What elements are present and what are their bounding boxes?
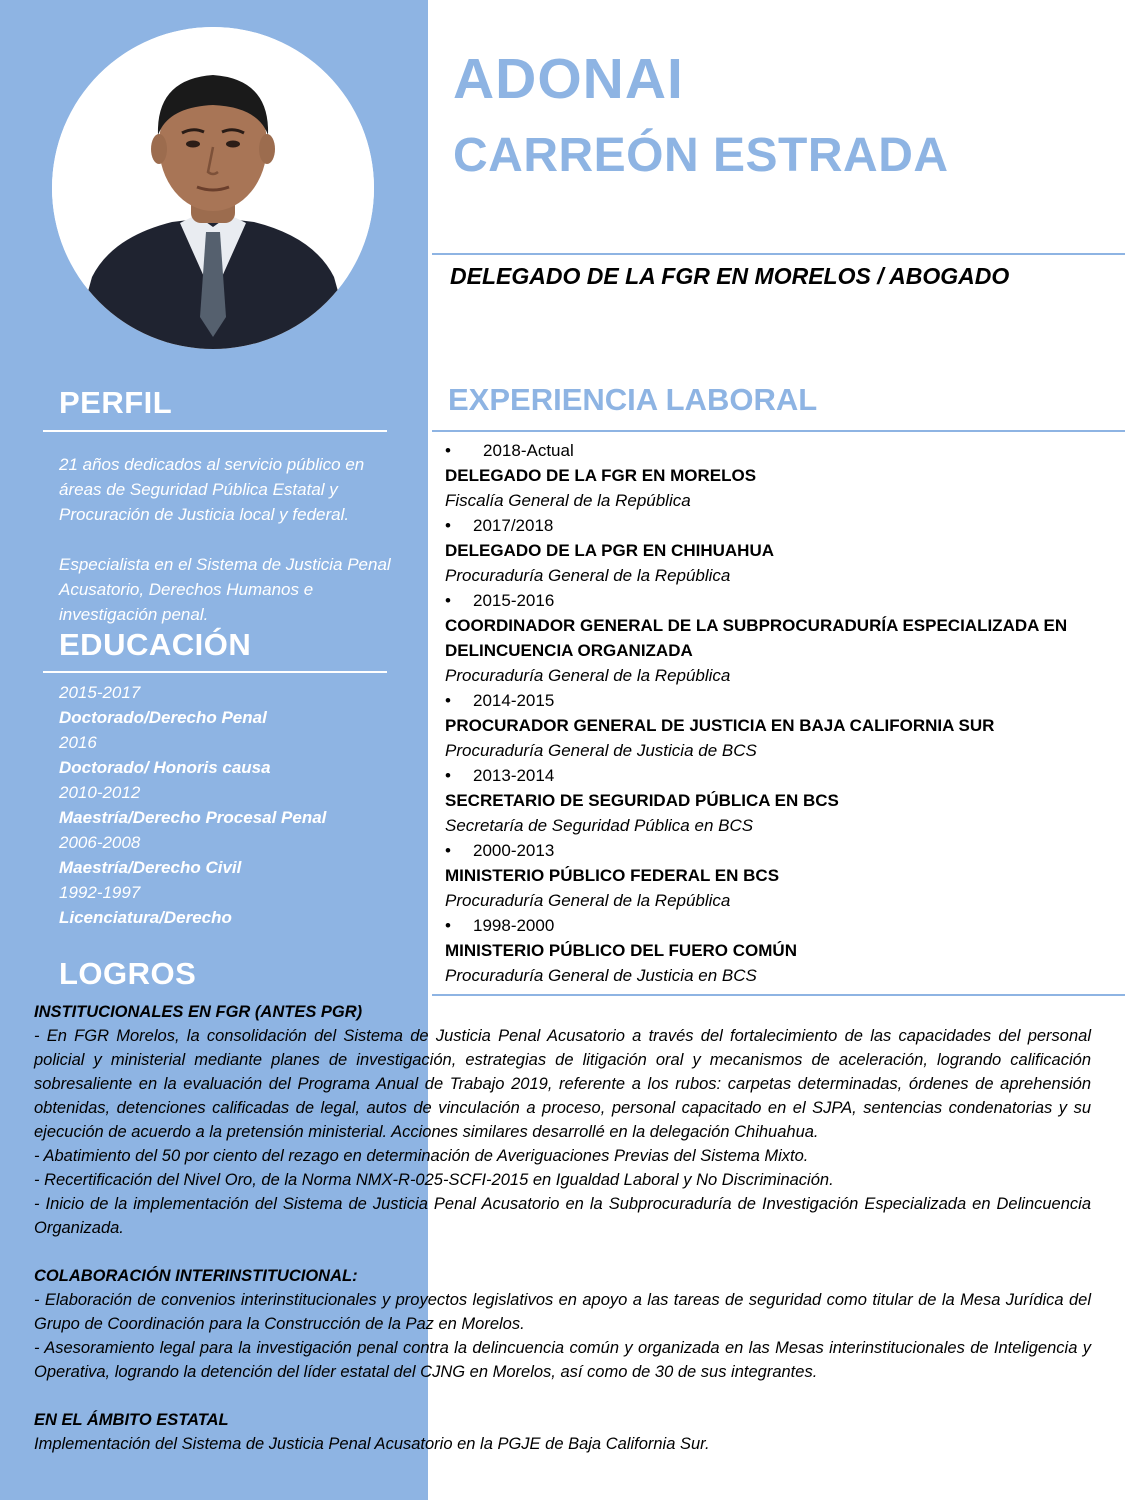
experience-org: Procuraduría General de la República xyxy=(445,666,731,685)
experience-org: Fiscalía General de la República xyxy=(445,491,691,510)
experience-role: SECRETARIO DE SEGURIDAD PÚBLICA EN BCS xyxy=(445,791,839,810)
experience-org: Procuraduría General de Justicia en BCS xyxy=(445,966,757,985)
bullet-icon: • xyxy=(445,766,451,785)
education-period: 2006-2008 xyxy=(59,833,141,852)
spacer xyxy=(34,1240,1091,1264)
bullet-icon: • xyxy=(445,441,451,460)
experience-period-text: 2018-Actual xyxy=(483,441,574,460)
perfil-divider xyxy=(43,430,387,432)
education-degree: Maestría/Derecho Procesal Penal xyxy=(59,808,327,827)
education-degree: Licenciatura/Derecho xyxy=(59,908,232,927)
profile-photo xyxy=(52,27,374,349)
education-degree: Doctorado/ Honoris causa xyxy=(59,758,271,777)
bullet-icon: • xyxy=(445,841,451,860)
logros-paragraph: - En FGR Morelos, la consolidación del Sistema de Justicia Penal Acusatorio a través del fortalecimiento de las capacidades del personal policial y ministerial mediante planes de investigación, estrategias de litigación oral y mecanismos de aceleración, logrando calificación sobresaliente en la evaluación del Programa Anual de Trabajo 2019, referente a los rubos: carpetas determinadas, órdenes de aprehensión obtenidas, detenciones calificadas de legal, autos de vinculación a proceso, personal capacitado en el SJPA, sentencias condenatorias y su ejecución de acuerdo a la pretensión ministerial. Acciones similares desarrollé en la delegación Chihuahua. xyxy=(34,1027,1091,1141)
education-period: 2015-2017 xyxy=(59,683,141,702)
education-period: 1992-1997 xyxy=(59,883,141,902)
experience-role: DELEGADO DE LA FGR EN MORELOS xyxy=(445,466,757,485)
experience-period-text: 2017/2018 xyxy=(473,516,554,535)
experience-period xyxy=(445,838,1115,863)
experience-period xyxy=(445,588,1115,613)
perfil-paragraph: Especialista en el Sistema de Justicia Penal Acusatorio, Derechos Humanos e investigación penal. xyxy=(59,555,391,624)
first-name: ADONAI xyxy=(453,47,684,111)
experience-period-text: 2013-2014 xyxy=(473,766,555,785)
perfil-heading: PERFIL xyxy=(59,385,173,420)
perfil-paragraph: 21 años dedicados al servicio público en áreas de Seguridad Pública Estatal y Procuración de Justicia local y federal. xyxy=(59,455,365,524)
logros-paragraph: - Recertificación del Nivel Oro, de la Norma NMX-R-025-SCFI-2015 en Igualdad Laboral y No Discriminación. xyxy=(34,1171,834,1189)
experience-role: MINISTERIO PÚBLICO DEL FUERO COMÚN xyxy=(445,941,797,960)
experience-org: Procuraduría General de la República xyxy=(445,891,731,910)
experience-period-text: 1998-2000 xyxy=(473,916,555,935)
header-divider xyxy=(432,253,1125,255)
logros-section-title: INSTITUCIONALES EN FGR (ANTES PGR) xyxy=(34,1003,363,1021)
logros-paragraph: - Abatimiento del 50 por ciento del rezago en determinación de Averiguaciones Previas del Sistema Mixto. xyxy=(34,1147,809,1165)
last-name: CARREÓN ESTRADA xyxy=(453,129,949,182)
experience-period xyxy=(445,913,1115,938)
experiencia-heading: EXPERIENCIA LABORAL xyxy=(448,382,818,417)
experience-period-text: 2015-2016 xyxy=(473,591,555,610)
experience-org: Procuraduría General de la República xyxy=(445,566,731,585)
logros-heading: LOGROS xyxy=(59,956,197,991)
experience-role: MINISTERIO PÚBLICO FEDERAL EN BCS xyxy=(445,866,780,885)
experience-org: Secretaría de Seguridad Pública en BCS xyxy=(445,816,754,835)
experience-period xyxy=(445,688,1115,713)
logros-paragraph: - Inicio de la implementación del Sistema de Justicia Penal Acusatorio en la Subprocuraduría de Investigación Especializada en Delincuencia Organizada. xyxy=(34,1195,1091,1237)
education-degree: Doctorado/Derecho Penal xyxy=(59,708,267,727)
logros-section xyxy=(34,1000,1091,1456)
experience-period-text: 2000-2013 xyxy=(473,841,555,860)
education-degree: Maestría/Derecho Civil xyxy=(59,858,242,877)
bullet-icon: • xyxy=(445,516,451,535)
education-list xyxy=(59,680,409,930)
experience-list xyxy=(445,438,1115,988)
bullet-icon: • xyxy=(445,916,451,935)
logros-section-title: COLABORACIÓN INTERINSTITUCIONAL: xyxy=(34,1267,358,1285)
experiencia-bottom-divider xyxy=(432,994,1125,996)
experience-role: DELEGADO DE LA PGR EN CHIHUAHUA xyxy=(445,541,774,560)
logros-paragraph: - Elaboración de convenios interinstitucionales y proyectos legislativos en apoyo a las tareas de seguridad como titular de la Mesa Jurídica del Grupo de Coordinación para la Construcción de la Paz en Morelos. xyxy=(34,1291,1091,1333)
logros-paragraph: Implementación del Sistema de Justicia Penal Acusatorio en la PGJE de Baja California Sur. xyxy=(34,1435,710,1453)
experience-period xyxy=(445,438,1115,463)
bullet-icon: • xyxy=(445,691,451,710)
bullet-icon: • xyxy=(445,591,451,610)
experience-role: PROCURADOR GENERAL DE JUSTICIA EN BAJA CALIFORNIA SUR xyxy=(445,716,995,735)
logros-paragraph: - Asesoramiento legal para la investigación penal contra la delincuencia común y organizada en las Mesas interinstitucionales de Inteligencia y Operativa, logrando la detención del líder estatal del CJNG en Morelos, así como de 30 de sus integrantes. xyxy=(34,1339,1091,1381)
job-title: DELEGADO DE LA FGR EN MORELOS / ABOGADO xyxy=(450,263,1010,289)
experience-role: COORDINADOR GENERAL DE LA SUBPROCURADURÍA ESPECIALIZADA EN DELINCUENCIA ORGANIZADA xyxy=(445,616,1068,660)
experience-period xyxy=(445,763,1115,788)
experience-period-text: 2014-2015 xyxy=(473,691,555,710)
educacion-divider xyxy=(43,671,387,673)
experience-period xyxy=(445,513,1115,538)
experience-org: Procuraduría General de Justicia de BCS xyxy=(445,741,757,760)
perfil-text xyxy=(59,452,404,627)
person-portrait-icon xyxy=(52,27,374,349)
logros-section-title: EN EL ÁMBITO ESTATAL xyxy=(34,1411,229,1429)
education-period: 2010-2012 xyxy=(59,783,141,802)
experiencia-divider xyxy=(432,430,1125,432)
education-period: 2016 xyxy=(59,733,97,752)
educacion-heading: EDUCACIÓN xyxy=(59,627,252,662)
spacer xyxy=(34,1384,1091,1408)
